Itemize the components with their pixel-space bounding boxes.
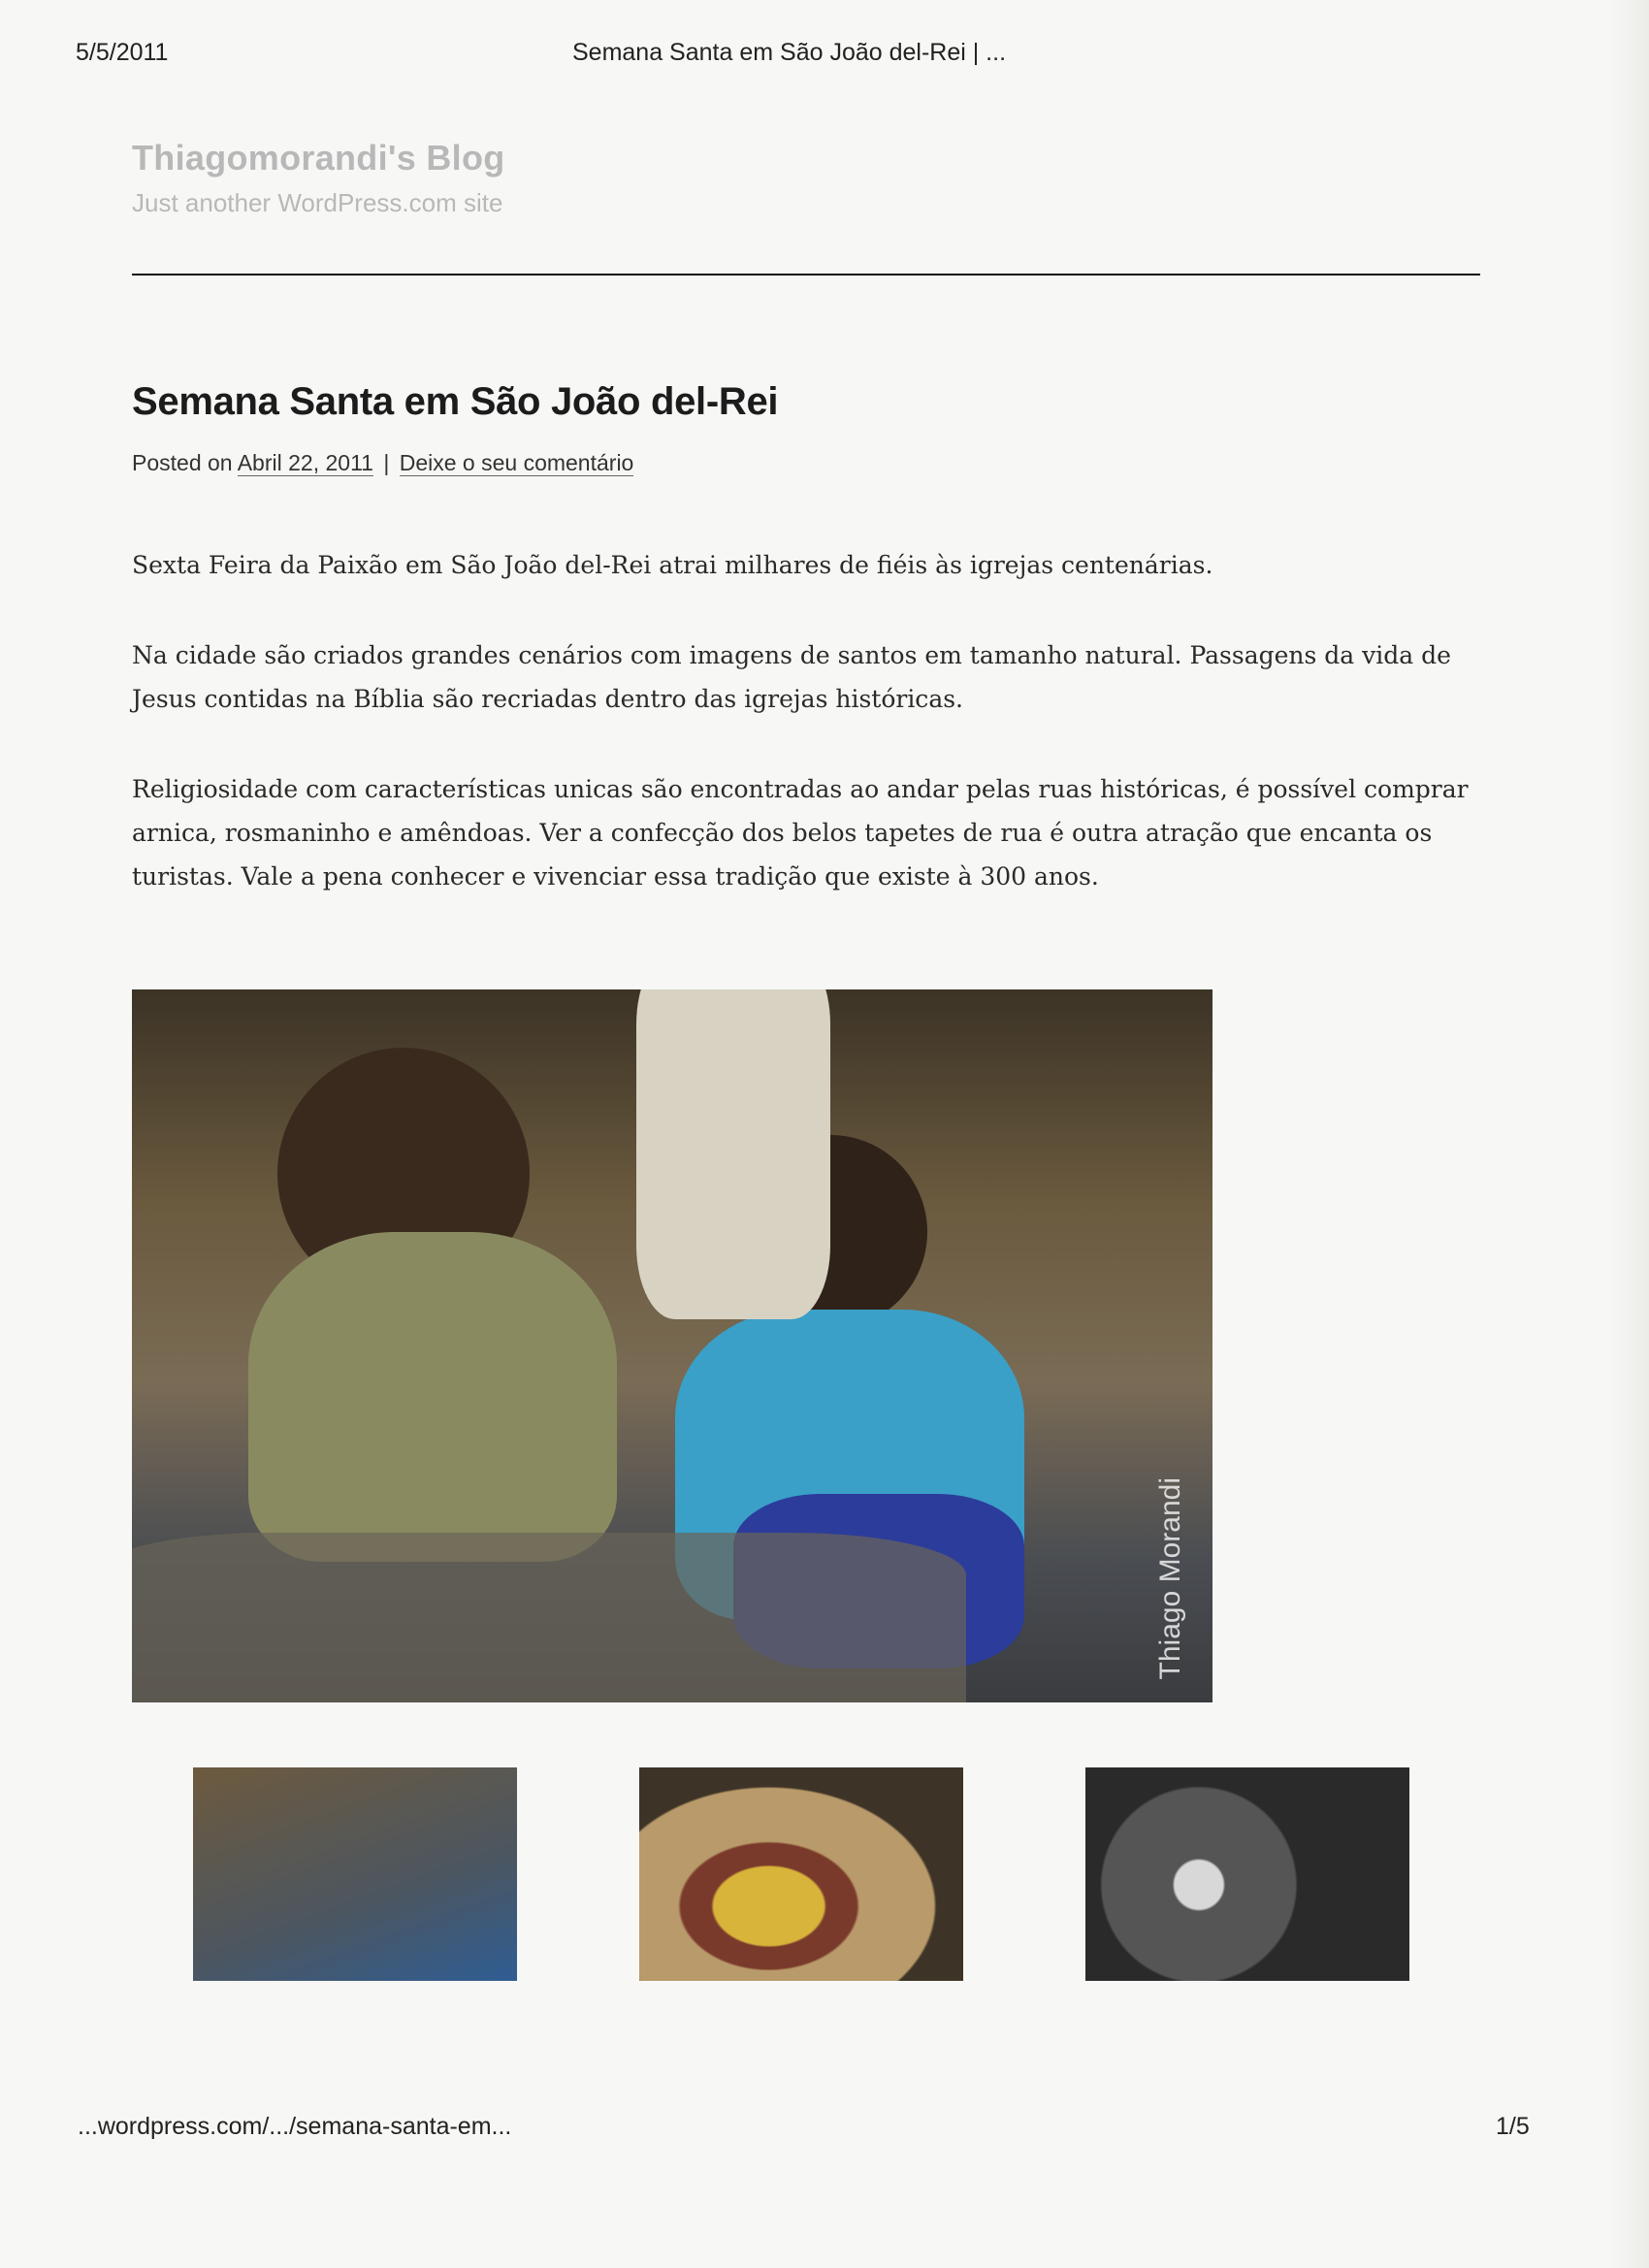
gallery-thumbnail-3[interactable] xyxy=(1085,1767,1409,1981)
photo-figure-left-body xyxy=(248,1232,617,1562)
print-footer-page: 1/5 xyxy=(1496,2113,1530,2140)
photo-carpet xyxy=(132,1533,966,1702)
print-header-title: Semana Santa em São João del-Rei | ... xyxy=(572,39,1007,66)
print-header-date: 5/5/2011 xyxy=(76,39,169,66)
gallery-thumbnail-2[interactable] xyxy=(639,1767,963,1981)
meta-separator: | xyxy=(383,450,390,475)
main-photo[interactable] xyxy=(132,989,1212,1702)
post-content xyxy=(132,543,1490,945)
blog-title[interactable]: Thiagomorandi's Blog xyxy=(132,138,505,178)
photo-credit: Thiago Morandi xyxy=(1154,1476,1186,1679)
paragraph: Sexta Feira da Paixão em São João del-Rei atrai milhares de fiéis às igrejas centenárias. xyxy=(132,551,1213,579)
paragraph: Na cidade são criados grandes cenários com imagens de santos em tamanho natural. Passagens da vida de Jesus contidas na Bíblia são recriadas dentro das igrejas históricas. xyxy=(132,641,1451,713)
post-title[interactable]: Semana Santa em São João del-Rei xyxy=(132,380,779,423)
paragraph: Religiosidade com características unicas são encontradas ao andar pelas ruas históricas, é possível comprar arnica, rosmaninho e amêndoas. Ver a confecção dos belos tapetes de rua é outra atração que encanta os turistas. Vale a pena conhecer e vivenciar essa tradição que existe à 300 anos. xyxy=(132,775,1469,891)
post-date-link[interactable]: Abril 22, 2011 xyxy=(237,450,373,475)
photo-background-person xyxy=(636,989,830,1319)
post-meta xyxy=(132,450,633,476)
print-footer-url: ...wordpress.com/.../semana-santa-em... xyxy=(78,2113,512,2140)
comment-link[interactable]: Deixe o seu comentário xyxy=(399,450,634,475)
posted-on-label: Posted on xyxy=(132,450,233,475)
gallery-thumbnail-1[interactable] xyxy=(193,1767,517,1981)
page-edge xyxy=(1610,0,1649,2268)
header-divider xyxy=(132,274,1480,275)
blog-description: Just another WordPress.com site xyxy=(132,188,503,217)
